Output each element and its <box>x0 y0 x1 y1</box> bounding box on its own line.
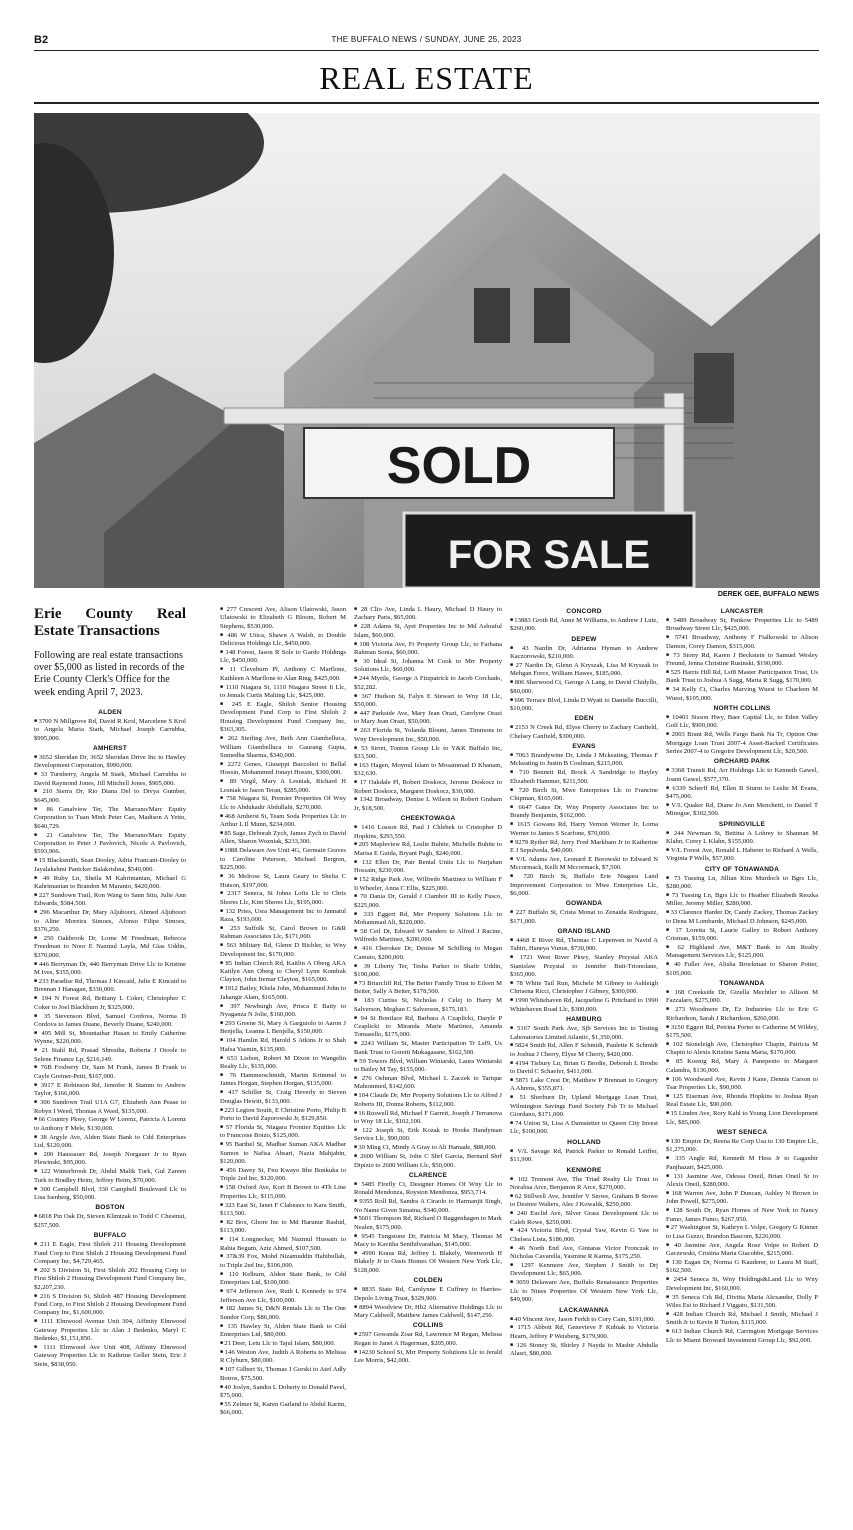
transactions-columns <box>34 606 819 1526</box>
transaction-entry: ■ 135 Hawley St, Alden State Bank to Cdd Enterprises Ltd, $80,000. <box>220 1323 346 1340</box>
transaction-entry: ■ 46 North End Ave, Gintaras Victor Fronczak to Nicholas Cavarella, Yasmine R Karma, $175,250. <box>510 1245 658 1262</box>
transaction-entry: ■ 720 Birch St, Mwe Enterprises Llc to Francine Chipman, $165,000. <box>510 787 658 804</box>
transaction-entry: ■ 333 Eggert Rd, Mrr Property Solutions Llc to Mohammad Ali, $220,000. <box>354 911 502 928</box>
transaction-entry: ■ 1990 Whitehaven Rd, Jacqueline G Pritchard to 1990 Whitehaven Road Llc, $300,000. <box>510 997 658 1014</box>
transaction-entry: ■ 183 Curtiss St, Nicholas J Celej to Harry M Salverson, Meghan C Salverson, $175,183. <box>354 997 502 1014</box>
transaction-entry: ■ 21 Deer, Letu Llc to Tajul Islam, $80,000. <box>220 1340 346 1348</box>
town-heading: LANCASTER <box>720 608 764 615</box>
photo-illustration <box>34 113 820 588</box>
transaction-entry: ■ 296 Macarthur Dr, Mary Aljuboori, Ahmed Aljuboori to Aline Moreira Simoes, Afonso Filipe Simoes, $376,250. <box>34 909 186 934</box>
transaction-entry: ■ 216 S Division St, Shiloh 487 Housing Development Fund Corp, to First Shiloh 2 Housing Development Fund Company Inc, $1,600,000. <box>34 1293 186 1318</box>
intro-title: Erie County Real Estate Transactions <box>34 606 186 639</box>
transaction-entry: ■ 104 Claude Dr, Mrr Property Solutions Llc to Alfred J Roberts III, Donna Roberts, $112,000. <box>354 1092 502 1109</box>
transaction-entry: ■ 59 Towers Blvd, William Winiarski, Laura Winiarski to Bailey M Tay, $155,000. <box>354 1058 502 1075</box>
transaction-entry: ■ 122 Joseph St, Erik Kozak to Hooks Handyman Service Llc, $90,000. <box>354 1127 502 1144</box>
transaction-entry: ■ 28 Clio Ave, Linda L Haury, Michael D Haury to Zachary Paris, $65,000. <box>354 606 502 623</box>
transaction-entry: ■ 152 Ridge Park Ave, Wilfredo Martinez to William F Ii Wheeler, Anna C Ellis, $225,000. <box>354 876 502 893</box>
transaction-entry: ■ 245 E Eagle, Shiloh Senior Housing Development Fund Corp to First Shiloh 2 Housing Development Fund Company Inc, $363,305. <box>220 701 346 735</box>
town-heading: COLLINS <box>412 1322 444 1330</box>
transaction-entry: ■ 13883 Groth Rd, Anne M Williams, to Andrew J Lutz, $260,000. <box>510 617 658 634</box>
transaction-entry: ■ V/L Forest Ave, Ronald L Haberer to Richard A Wells, Virginia P Wells, $57,000. <box>666 847 818 864</box>
transaction-entry: ■ 33 Clarence Harder Dr, Candy Zackey, Thomas Zackey to Dena M Lombardo, Michael D Johnson, $245,000. <box>666 909 818 926</box>
transaction-entry: ■ 5489 Broadway St, Pankow Properties Llc to 5489 Broadway Street Llc, $425,000. <box>666 617 818 634</box>
transaction-entry: ■ 397 Newburgh Ave, Prisca E Baity to Nyaganza N Jolie, $160,000. <box>220 1003 346 1020</box>
transaction-entry: ■ 1615 Gowans Rd, Harry Vernon Werner Jr, Lorna Werner to James S Scarfone, $70,000. <box>510 821 658 838</box>
sold-sign-photo <box>34 113 820 588</box>
transaction-entry: ■ 758 Niagara St, Premier Properties Of Wny Llc to Abdukadir Abdullahi, $270,000. <box>220 795 346 812</box>
transaction-entry: ■ 85 Sage, Deborah Zych, James Zych to David Allen, Sharon Wozniak, $233,300. <box>220 830 346 847</box>
column-4 <box>510 606 658 1526</box>
transaction-entry: ■ 15 Linden Ave, Rory Kahl to Young Lion Development Llc, $85,000. <box>666 1110 818 1127</box>
transaction-entry: ■ 131 Jasmine Ave, Odessa Oneil, Brian Oneil Sr to Alexis Oneil, $280,000. <box>666 1173 818 1190</box>
transaction-entry: ■ 233 Paradise Rd, Thomas J Kincaid, Julie E Kincaid to Brennan J Hanagan, $330,000. <box>34 978 186 995</box>
title-rule <box>34 102 819 104</box>
transaction-entry: ■ 21 Stahl Rd, Prasad Shrestha, Roberta J Otoole to Selene Finance Lp, $216,149. <box>34 1047 186 1064</box>
transaction-entry: ■ 417 Schiller St, Craig Heverly to Steven Douglas Hewitt, $133,000. <box>220 1089 346 1106</box>
town-heading: GRAND ISLAND <box>557 928 611 936</box>
town-heading: TONAWANDA <box>719 980 765 988</box>
transaction-entry: ■ 16 Roswell Rd, Michael F Garrett, Joseph J Terranova to Wny 18 Llc, $102,100. <box>354 1110 502 1127</box>
page-header <box>34 34 819 48</box>
transaction-entry: ■ 1912 Bailey, Khela John, Mohammed John to Jahangir Alam, $165,000. <box>220 985 346 1002</box>
transaction-entry: ■ 202 S Division St, First Shiloh 202 Housing Corp to First Shiloh 2 Housing Development Fund Company Inc, $2,207,230. <box>34 1267 186 1292</box>
town-heading: CLARENCE <box>408 1171 448 1179</box>
transaction-entry: ■ 36 Melrose St, Laura Geary to Shelia C Hutson, $197,000. <box>220 873 346 890</box>
transaction-entry: ■ 114 Longnecker, Md Nazmul Hussain to Rabia Begum, Aziz Ahmed, $107,500. <box>220 1236 346 1253</box>
transaction-entry: ■ 35 Stevenson Blvd, Samuel Cordova, Norma D Cordova to James Duane, Beverly Duane, $240,000. <box>34 1013 186 1030</box>
transaction-entry: ■ 6818 Pin Oak Dr, Steven Klimtzak to Todd C Chestnut, $257,500. <box>34 1213 186 1230</box>
transaction-entry: ■ 446 Berryman Dr, 446 Berryman Drive Llc to Kristine M Ives, $355,000. <box>34 961 186 978</box>
photo-credit: DEREK GEE, BUFFALO NEWS <box>717 591 819 598</box>
page-number: B2 <box>34 34 49 46</box>
transaction-entry: ■ 525 Harris Hill Rd, Lsf8 Master Participation Trust, Us Bank Trust to Joshua A Sugg, Maria R Sugg, $170,000. <box>666 669 818 686</box>
transaction-entry: ■ 76 Hammerschmidt, Martin Krimmel to James Horgan, Stephen Horgan, $135,000. <box>220 1072 346 1089</box>
transaction-entry: ■ 228 Adams St, Ayet Properties Inc to Md Ashraful Islam, $60,000. <box>354 623 502 640</box>
transaction-entry: ■ 40 Vincent Ave, Jason Ferkh to Cory Cain, $191,000. <box>510 1316 658 1324</box>
transaction-entry: ■ 205 Mapleview Rd, Leslie Buhite, Michelle Buhite to Marisa E Guida, Bryant Pugh, $240,000. <box>354 841 502 858</box>
transaction-entry: ■ 3917 E Robinson Rd, Jennifer R Stamm to Andrew Taylor, $166,000. <box>34 1082 186 1099</box>
transaction-entry: ■ 244 Newman St, Bettina A Lohrey to Shannan M Klahn, Corey L Klahn, $155,000. <box>666 830 818 847</box>
transaction-entry: ■ 110 Kelburn, Alden State Bank, to Cdd Enterprises Ltd, $100,000. <box>220 1271 346 1288</box>
transaction-entry: ■ 182 James St, D&N Rentals Llc to The One Sundor Corp, $86,000. <box>220 1305 346 1322</box>
transaction-entry: ■ 1110 Niagara St, 1110 Niagara Street Ii Llc, to Jemals Curtis Malting Llc, $425,000. <box>220 684 346 701</box>
transaction-entry: ■ 3652 Sheridan Dr, 3652 Sheridan Drive Inc to Hawley Development Corporation, $990,000. <box>34 754 186 771</box>
transaction-entry: ■ 5824 Smith Rd, Allen F Schmidt, Paulette K Schmidt to Joshua J Cherry, Elyse M Cherry, $420,000. <box>510 1042 658 1059</box>
transaction-entry: ■ 89 Virgil, Mary A Lesniak, Richard H Lesniak to Jason Teran, $285,000. <box>220 778 346 795</box>
transaction-entry: ■ 1416 Losson Rd, Paul J Chlebek to Cristopher D Hopkins, $293,550. <box>354 824 502 841</box>
transaction-entry: ■ 2272 Genes, Giuseppi Buccoleri to Bellal Hossin, Mohammed Jonayt Hossin, $300,000. <box>220 761 346 778</box>
transaction-entry: ■ 14230 School St, Mrr Property Solutions Llc to Jerald Lee Morris, $42,000. <box>354 1349 502 1366</box>
transaction-entry: ■ 4468 E River Rd, Thomas C Lepenven to Navid A Tahiri, Haneya Vunus, $730,000. <box>510 937 658 954</box>
transaction-entry: ■ 293 Greene St, Mary A Garguiolo to Aaron J Benjella, Leanna L Benjella, $150,000. <box>220 1020 346 1037</box>
transaction-entry: ■ 223 Legion South, E Christine Porto, Philip B Porto to David Zaporowski Jr, $129,850. <box>220 1107 346 1124</box>
transaction-entry: ■ 2597 Gowanda Zoar Rd, Lawrence M Regan, Melissa Regan to Janet A Hagerman, $205,000. <box>354 1331 502 1348</box>
transaction-entry: ■ 53 Sirret, Tonton Group Llc to Y&K Buffalo Inc, $33,500. <box>354 745 502 762</box>
transaction-entry: ■ 74 Union St, Lisa A Damstetter to Queen City Invest Llc, $100,000. <box>510 1120 658 1137</box>
town-heading: SPRINGVILLE <box>718 820 766 828</box>
town-heading: NORTH COLLINS <box>713 704 771 712</box>
town-heading: EVANS <box>572 743 596 751</box>
transaction-entry: ■ 86 Canalview Ter, The Marrano/Marc Equity Corporation to Tuan Minh Peter Cao, Madison A Yetto, $640,729. <box>34 806 186 831</box>
transaction-entry: ■ 456 Davey St, Fnu Kwayo Ithe Bonkuka to Triple 2ed Inc, $120,000. <box>220 1167 346 1184</box>
transaction-entry: ■ 51 Sherburn Dr, Upland Mortgage Loan Trust, Wilmington Savings Fund Society Fsb Tr to Michael Giordano, $171,000. <box>510 1094 658 1119</box>
sign-for-sale-text: FOR SALE <box>447 533 651 577</box>
transaction-entry: ■ 720 Birch St, Buffalo Erie Niagara Land Improvement Corporation to Mwe Enterprises Llc, $6,000. <box>510 873 658 898</box>
transaction-entry: ■ 613 Indian Church Rd, Carrington Mortgage Services Llc to Miami Broward Investment Group Llc, $92,000. <box>666 1328 818 1345</box>
transaction-entry: ■ 8894 Woodview Dr, Hb2 Alternative Holdings Llc to Mary Caldwell, Matthew James Caldwell, $147,250. <box>354 1304 502 1321</box>
transaction-entry: ■ 106 Woodward Ave, Kevin J Kane, Dennis Carson to Tsar Properties Llc, $90,000. <box>666 1076 818 1093</box>
transaction-entry: ■ 3059 Delaware Ave, Buffalo Renaissance Properties Llc to Nines Properties Of Western New York Llc, $49,900. <box>510 1279 658 1304</box>
town-heading: COLDEN <box>413 1277 443 1285</box>
column-3 <box>354 606 502 1526</box>
transaction-entry: ■ 130 Eagan Dr, Norma G Kauderer, to Laura M Staff, $162,500. <box>666 1259 818 1276</box>
town-heading: GOWANDA <box>565 900 603 908</box>
transaction-entry: ■ 85 Koenig Rd, Mary A Panepento to Margaret Calandra, $136,000. <box>666 1058 818 1075</box>
transaction-entry: ■ 130 Empire Dr, Reena Re Corp Usa to 130 Empire Llc, $1,275,000. <box>666 1138 818 1155</box>
transaction-entry: ■ 974 Jefferson Ave, Ruth L Kennedy to 974 Jefferson Ave Llc, $100,000. <box>220 1288 346 1305</box>
transaction-entry: ■ 253 Suffolk St, Carol Brown to G&R Rahman Associates Llc, $171,000. <box>220 925 346 942</box>
transaction-entry: ■ 6339 Scherff Rd, Ellen B Sturm to Leslie M Evans, $475,000. <box>666 785 818 802</box>
town-heading: CHEEKTOWAGA <box>400 815 456 823</box>
transaction-entry: ■ 1111 Elmwood Avenue Unit 304, Affinity Elmwood Gateway Properties Llc to Alan J Bedenko, Maryl C Bedenko, $1,151,850. <box>34 1318 186 1343</box>
transaction-entry: ■ 9545 Tungstone Dr, Patricia M Macy, Thomas M Macy to Kavitha Senthilvarathan, $145,000. <box>354 1233 502 1250</box>
town-heading: ORCHARD PARK <box>713 758 771 766</box>
transaction-entry: ■ 276 Oehman Blvd, Michael L Zaczek to Tarique Mahommed, $142,600. <box>354 1075 502 1092</box>
transaction-entry: ■ 4194 Tisbury Ln, Brian G Brodie, Deborah L Brodie to David C Schaefer, $411,000. <box>510 1060 658 1077</box>
transaction-entry: ■ 76B Foxberry Dr, Sam M Frank, James B Frank to Cayle Greiner-Petti, $167,000. <box>34 1064 186 1081</box>
transaction-entry: ■ 126 Stoney St, Shirley J Nayda to Mashir Abdulla Alasri, $80,000. <box>510 1342 658 1359</box>
transaction-entry: ■ 73 Tussing Ln, Bgrs Llc to Heather Elizabeth Reszka Miller, Jeremy Miller, $280,000. <box>666 892 818 909</box>
transaction-entry: ■ 39 Liberty Ter, Tesha Parker to Shafir Uddin, $190,000. <box>354 963 502 980</box>
transaction-entry: ■ 27 Nardin Dr, Glenn A Kryszak, Lisa M Kryszak to Mehgan Force, William Hawes, $185,000. <box>510 662 658 679</box>
transaction-entry: ■ V/L Quaker Rd, Diane Jo Ann Menchetti, to Daniel T Minogue, $302,500. <box>666 802 818 819</box>
section-title: REAL ESTATE <box>319 60 534 96</box>
transaction-entry: ■ 5485 Firefly Ct, Designer Homes Of Wny Llc to Ronald Mendonza, Royston Mendonza, $953,714. <box>354 1181 502 1198</box>
transaction-entry: ■ V/L Adams Ave, Leonard E Borowski to Edward N Mccormack, Kelli M Mccormack, $7,500. <box>510 856 658 873</box>
transaction-entry: ■ 21 Canalview Ter, The Marrano/Marc Equity Corporation to Peter J Pavlovich, Nicole A Pavlovich, $593,966. <box>34 832 186 857</box>
transaction-entry: ■ 2153 N Creek Rd, Elyse Cherry to Zachary Canfield, Chelsey Canfield, $300,000. <box>510 724 658 741</box>
transaction-entry: ■ 11 Cleveburn Pl, Anthony C Marflone, Kathleen A Marflone to Alan Ring, $425,000. <box>220 666 346 683</box>
transaction-entry: ■ 4990 Kraus Rd, Jeffrey L Blakely, Wentworth H Blakely Jr to Oasis Homes Of Western New York Llc, $128,000. <box>354 1250 502 1275</box>
transaction-entry: ■ 5601 Thompson Rd, Richard O Buggenhagen to Mark Nealen, $175,000. <box>354 1215 502 1232</box>
transaction-entry: ■ 30 Ming Ct, Mindy A Gray to Ali Hamade, $88,000. <box>354 1144 502 1152</box>
transaction-entry: ■ 102 Stoneleigh Ave, Christopher Chapin, Patricia M Chapin to Alexis Kristine Santa Maria, $170,000. <box>666 1041 818 1058</box>
transaction-entry: ■ 38 Argyle Ave, Alden State Bank to Cdd Enterprises Ltd, $120,000. <box>34 1134 186 1151</box>
transaction-entry: ■ 2003 Brant Rd, Wells Fargo Bank Na Tr, Option One Mortgage Loan Trust 2007-4 Asset-Backed Certificates Series 2007-4 to Gregoire Development Llc, $20,500. <box>666 731 818 756</box>
transaction-entry: ■ 57 Florida St, Niagara Frontier Equities Llc to Francoise Boizo, $125,000. <box>220 1124 346 1141</box>
transaction-entry: ■ 30 Ideal St, Johanna M Cook to Mrr Property Solutions Llc, $60,000. <box>354 658 502 675</box>
transaction-entry: ■ 1721 West River Pkwy, Stanley Przystal AKA Stanislaw Przystal to Jennifer Butt-Trionolane, $365,000. <box>510 954 658 979</box>
town-heading: HAMBURG <box>566 1016 602 1024</box>
transaction-entry: ■ 125 Eiseman Ave, Rhonda Hopkins to Joshua Ryan Real Estate Llc, $90,000. <box>666 1093 818 1110</box>
transaction-entry: ■ 227 Sundown Trail, Ron Wang to Sann Situ, Julie Ann Edwards, $384,500. <box>34 892 186 909</box>
transaction-entry: ■ 250 Oakbrook Dr, Lorne M Freedman, Rebecca Freedman to Noor E Nazmul Layla, Md Gias Uddin, $370,000. <box>34 935 186 960</box>
transaction-entry: ■ 35 Seneca Crk Rd, Divitta Maria Alexander, Dolly P Wiles Est to Richard J Viggato, $131,500. <box>666 1294 818 1311</box>
transaction-entry: ■ 696 Terrace Blvd, Linda D Wyatt to Danielle Buccilli, $10,000. <box>510 697 658 714</box>
town-heading: KENMORE <box>566 1166 602 1174</box>
transaction-entry: ■ 168 Creekside Dr, Gizella Mechtler to Allison M Fazzalaro, $275,000. <box>666 989 818 1006</box>
transaction-entry: ■ 428 Indian Church Rd, Michael J Smith, Michael J Smith Jr to Kevin R Turton, $115,000. <box>666 1311 818 1328</box>
transaction-entry: ■ 108 Victoria Ave, Fr Property Group Llc, to Farhana Rahman Sonia, $60,000. <box>354 641 502 658</box>
transaction-entry: ■ 73 Tussing Ln, Jillian Kim Murdoch to Bgrs Llc, $280,000. <box>666 875 818 892</box>
transaction-entry: ■ 3700 N Millgrove Rd, David R Krol, Marcelene S Krol to Angela Maria Stark, Michael Joseph Carrubba, $995,000. <box>34 718 186 743</box>
transaction-entry: ■ 62 Highland Ave, M&T Bank to Am Realty Management Services Llc, $125,000. <box>666 944 818 961</box>
transaction-entry: ■ 148 Forest, Jason R Sole to Gardo Holdings Llc, $450,000. <box>220 649 346 666</box>
transaction-entry: ■ 10401 Sisson Hwy, Baer Capital Llc, to Eden Valley Golf Llc, $900,000. <box>666 714 818 731</box>
transaction-entry: ■ 323 East St, Janet F Clabeaux to Kara Smith, $113,500. <box>220 1202 346 1219</box>
transaction-entry: ■ 211 E Eagle, First Shiloh 211 Housing Development Fund Corp to First Shiloh 2 Housing Development Fund Company Inc, $4,729,465. <box>34 1241 186 1266</box>
transaction-entry: ■ 5741 Broadway, Anthony F Fialkowski to Alison Damon, Corey Damon, $315,000. <box>666 634 818 651</box>
transaction-entry: ■ 132 Ellen Dr, Pair Rental Units Llc to Nurjahan Hossain, $230,000. <box>354 859 502 876</box>
transaction-entry: ■ 2317 Seneca, St Johns Lofts Llc to Chris Shores Llc, Kim Shores Llc, $195,000. <box>220 890 346 907</box>
transaction-entry: ■ 273 Woodmere Dr, Ez Industries Llc to Eric G Richardson, Sarah J Richardson, $260,000. <box>666 1006 818 1023</box>
transaction-entry: ■ 27 Washington St, Kathryn L Volpe, Gregory G Kinner to Lisa Guzzo, Brandon Bascom, $226,000. <box>666 1224 818 1241</box>
town-heading: BOSTON <box>95 1204 125 1212</box>
transaction-entry: ■ 94 St Boniface Rd, Barbara A Czaplicki, Daryle P Czaplicki to Miranda Marie Martinez, Amanda Tomasello, $175,000. <box>354 1015 502 1040</box>
transaction-entry: ■ 73 Briarcliff Rd, The Beiter Family Trust to Eileen M Beiter, Sally A Beiter, $178,500. <box>354 980 502 997</box>
transaction-entry: ■ 40 Jasmine Ave, Angela Rose Volpe to Robert D Gaczewski, Cristina Maria Giacobbe, $215,000. <box>666 1242 818 1259</box>
transaction-entry: ■ 146 Weston Ave, Judith A Roberts to Melissa R Clyburn, $80,000. <box>220 1349 346 1366</box>
transaction-entry: ■ 1715 Abbott Rd, Genevieve F Kubiak to Victoria Hearn, Jeffrey P Weisberg, $179,900. <box>510 1324 658 1341</box>
transaction-entry: ■ 6647 Gates Dr, Wny Property Associates Inc to Brandy Benjamin, $162,000. <box>510 804 658 821</box>
transaction-entry: ■ 9279 Ryther Rd, Jerry Fred Markham Jr to Katherine E J Sepulveda, $40,000. <box>510 839 658 856</box>
transaction-entry: ■ 49 Ruby Ln, Sheila M Kahrimanian, Michael G Kahrimanian to Brandon M Maranto, $420,000. <box>34 875 186 892</box>
transaction-entry: ■ 806 Sherwood Ct, George A Lang, to David Chidyllo, $80,000. <box>510 679 658 696</box>
transaction-entry: ■ 66 Country Pkwy, George W Lorenz, Patricia A Lorenz to Anthony F Mele, $130,000. <box>34 1116 186 1133</box>
transaction-entry: ■ 128 South Dr, Ryan Homes of New York to Nancy Fumo, James Fumo, $267,950. <box>666 1207 818 1224</box>
transaction-entry: ■ 468 Amherst St, Team Soda Properties Llc to Arthur L Il Munn, $234,000. <box>220 813 346 830</box>
transaction-entry: ■ 262 Sterling Ave, Beth Ann Giambelluca, William Giambelluca to Gaurang Gupta, Sumedha Sharma, $340,000. <box>220 735 346 760</box>
transaction-entry: ■ 2454 Seneca St, Wny Holdings&Land Llc to Wny Development Inc, $160,000. <box>666 1276 818 1293</box>
transaction-entry: ■ 5871 Lake Crest Dr, Matthew P Brennan to Gregory A Ahrens, $355,871. <box>510 1077 658 1094</box>
transaction-entry: ■ 1297 Kenmore Ave, Stephen J Smith to Drj Development Llc, $65,000. <box>510 1262 658 1279</box>
transaction-entry: ■ 1342 Broadway, Denise L Wilson to Robert Graham Jr, $18,500. <box>354 796 502 813</box>
transaction-entry: ■ 486 W Utica, Shawn A Walsh, to Double Delicious Holdings Llc, $450,000. <box>220 632 346 649</box>
transaction-entry: ■ 33 Turnberry, Angela M Stark, Michael Carrubba to David Raymond Jones, Jill Mitchell Jones, $905,000. <box>34 771 186 788</box>
town-heading: AMHERST <box>92 744 127 752</box>
town-heading: ALDEN <box>98 708 122 716</box>
transaction-entry: ■ 495 Mill St, Mountathar Hasan to Emily Catherine Wynne, $220,000. <box>34 1030 186 1047</box>
column-2 <box>220 606 346 1526</box>
transaction-entry: ■ 210 Sierra Dr, Rio Diana Del to Divya Gumber, $645,000. <box>34 788 186 805</box>
transaction-entry: ■ 1088 Delaware Ave Unit 4G, Germain Graves to Caroline Peterson, Michael Bergren, $225,000. <box>220 847 346 872</box>
transaction-entry: ■ 17 Oakdale Pl, Robert Doskocz, Jerome Doskocz to Robert Doskocz, Margaret Doskocz, $30,000. <box>354 779 502 796</box>
town-heading: CONCORD <box>566 608 602 615</box>
transaction-entry: ■ 163 Hagen, Moynul Islam to Mosammad D Khanam, $32,630. <box>354 762 502 779</box>
transaction-entry: ■ 447 Parkside Ave, Mary Jean Orazi, Carolyne Orazi to Mary Jean Orazi, $50,000. <box>354 710 502 727</box>
transaction-entry: ■ 194 N Forest Rd, Brittany L Coker, Christopher C Coker to Joel Blackburn Jr, $325,000. <box>34 995 186 1012</box>
transaction-entry: ■ 122 Winterbrook Dr, Abdul Malik Turk, Gul Zareen Turk to Bradley Heim, Jeffrey Heim, $70,000. <box>34 1168 186 1185</box>
transaction-entry: ■ 300 Campbell Blvd, 330 Campbell Boulevard Llc to Lisa Isenberg, $50,000. <box>34 1186 186 1203</box>
transaction-entry: ■ 710 Bennett Rd, Brock A Sandridge to Hayley Elizabeth Hammer, $211,500. <box>510 769 658 786</box>
transaction-entry: ■ 244 Myrtle, George A Fitzpatrick to Jacob Corchado, $52,282. <box>354 675 502 692</box>
dateline: THE BUFFALO NEWS / SUNDAY, JUNE 25, 2023 <box>331 35 522 44</box>
transaction-entry: ■ 367 Hudson St, Falyn E Stewart to Wny 18 Llc, $50,000. <box>354 693 502 710</box>
transaction-entry: ■ 55 Zelmer St, Karen Garland to Abdul Karim, $66,000. <box>220 1401 346 1418</box>
transaction-entry: ■ 132 Pries, Usra Management Inc to Jannatul Raza, $193,000. <box>220 908 346 925</box>
transaction-entry: ■ 168 Warren Ave, John P Duncan, Ashley N Brown to John Powell, $275,000. <box>666 1190 818 1207</box>
transaction-entry: ■ 3368 Transit Rd, Arr Holdings Llc to Kenneth Gawel, Joann Gawel, $577,370. <box>666 767 818 784</box>
transaction-entry: ■ 335 Angle Rd, Kenneth M Hess Jr to Gaganbir Panjhazari, $425,000. <box>666 1155 818 1172</box>
intro-text: Following are real estate transactions over $5,000 as listed in records of the Erie County Clerk's Office for the week ending April 7, 2023. <box>34 650 185 698</box>
transaction-entry: ■ 17 Loretta St, Laurie Galley to Robert Anthony Crisman, $159,000. <box>666 927 818 944</box>
column-5 <box>666 606 818 1526</box>
transaction-entry: ■ 7063 Brandywine Dr, Linda J Mckeating, Thomas F Mckeating to Justin B Coulman, $215,000. <box>510 752 658 769</box>
town-heading: EDEN <box>574 715 594 723</box>
transaction-entry: ■ 653 Lisbon, Robert M Dixon to Wangelin Realty Llc, $135,000. <box>220 1055 346 1072</box>
transaction-entry: ■ 40 Fuller Ave, Alisha Brockman to Sharon Potter, $105,000. <box>666 961 818 978</box>
transaction-entry: ■ 158 Oxford Ave, Kori B Brown to 4Th Line Properties Llc, $115,000. <box>220 1184 346 1201</box>
town-heading: HOLLAND <box>567 1138 601 1146</box>
transaction-entry: ■ 107 Gilbert St, Thomas J Gorski to Atef Adly Botros, $75,500. <box>220 1366 346 1383</box>
transaction-entry: ■ 62 Stillwell Ave, Jennifer V Stowe, Graham B Stowe to Desiree Walters, Alec J Kowalik, $250,000. <box>510 1193 658 1210</box>
transaction-entry: ■ 263 Florida St, Yolanda Blount, James Timmons to Wny Development Inc, $50,000. <box>354 727 502 744</box>
transaction-entry: ■ 5167 South Park Ave, Sjb Services Inc to Testing Laboratories Limited Atlantic, $1,350,000. <box>510 1025 658 1042</box>
sign-sold-text: SOLD <box>386 437 532 495</box>
transaction-entry: ■ 102 Tremont Ave, The Triad Realty Llc Trust to Noralisa Arce, Benjamin R Arce, $270,000. <box>510 1176 658 1193</box>
transaction-entry: ■ 43 Nardin Dr, Adrianna Hyman to Andrew Kaczorowski, $210,000. <box>510 645 658 662</box>
transaction-entry: ■ 85 Indian Church Rd, Kaitlin A Oberg AKA Kaitlyn Ann Oberg to Cheryl Lynn Kondrak Clayton, John Iremar Clayton, $165,000. <box>220 960 346 985</box>
transaction-entry: ■ 73 Stony Rd, Karen J Beckstein to Samuel Wesley Freund, Jenna Christine Rusinski, $190,000. <box>666 652 818 669</box>
transaction-entry: ■ 3150 Eggert Rd, Petrina Porter to Catherine M Wildey, $175,500. <box>666 1024 818 1041</box>
transaction-entry: ■ 104 Hamlin Rd, Harold S Atkins Jr to Shah Hafsa Yasmin, $135,000. <box>220 1037 346 1054</box>
town-heading: WEST SENECA <box>716 1128 768 1136</box>
transaction-entry: ■ 58 Ceil Dr, Edward W Sanders to Alfred J Racine, Wilfredo Martinez, $200,000. <box>354 928 502 945</box>
town-heading: LACKAWANNA <box>559 1306 609 1314</box>
transaction-entry: ■ 8835 State Rd, Carolynne E Cuffney to Harries-Depolo Living Trust, $329,900. <box>354 1286 502 1303</box>
transaction-entry: ■ 416 Cherokee Dr, Denise M Schilling to Megan Camuto, $200,000. <box>354 945 502 962</box>
transaction-entry: ■ 424 Victoria Blvd, Crystal Yaw, Kevin G Yaw to Chelsea Lista, $186,000. <box>510 1227 658 1244</box>
transaction-entry: ■ 15 Blacksmith, Sean Dooley, Adria Francani-Dooley to Jayalakshmi Panicker Balakrishna, $540,000. <box>34 857 186 874</box>
transaction-entry: ■ 70 Dania Dr, Gerald J Ciambor III to Kelly Fusco, $225,000. <box>354 893 502 910</box>
transaction-entry: ■ 34 Kelly Ct, Charles Marving Wuest to Charleen M Wuest, $105,000. <box>666 686 818 703</box>
header-rule <box>34 50 819 51</box>
transaction-entry: ■ 306 Sundown Trail U1A G7, Elizabeth Ann Pease to Robyn I Weed, Thomas A Weed, $135,000. <box>34 1099 186 1116</box>
town-heading: BUFFALO <box>93 1232 127 1240</box>
transaction-entry: ■ 200 Haussauer Rd, Joseph Norgauer Jr to Ryan Plewinski, $95,000. <box>34 1151 186 1168</box>
transaction-entry: ■ 2243 William St, Master Participation Tr Lsf9, Us Bank Trust to Goretti Mukagasane, $162,500. <box>354 1040 502 1057</box>
transaction-entry: ■ 78 White Tail Run, Michele M Gibney to Ashleigh Chrisena Ricci, Christopher J Gibney, $300,000. <box>510 980 658 997</box>
column-1 <box>34 606 186 1526</box>
transaction-entry: ■ 277 Crescent Ave, Alison Ulatowski, Jason Ulatowski to Elizabeth G Bloom, Robert M Stephens, $530,000. <box>220 606 346 631</box>
transaction-entry: ■ 95 Barthel St, Madbar Suman AKA Madbar Sumon to Nafisa Absari, Nazia Mahjabin, $120,000. <box>220 1141 346 1166</box>
town-heading: CITY OF TONAWANDA <box>704 865 780 873</box>
transaction-entry: ■ 40 Joslyn, Sandra L Doherty to Donald Pavel, $75,000. <box>220 1384 346 1401</box>
transaction-entry: ■ 563 Military Rd, Glenn D Bichler, to Wny Development Inc, $170,000. <box>220 942 346 959</box>
town-heading: DEPEW <box>571 635 597 643</box>
transaction-entry: ■ 2600 William St, John C Shrf Garcia, Bernard Shrf Dipizio to 2600 William Llc, $50,000. <box>354 1153 502 1170</box>
transaction-entry: ■ V/L Savage Rd, Patrick Parker to Ronald Leiffer, $11,900. <box>510 1148 658 1165</box>
transaction-entry: ■ 37&39 Fox, Mohd Nizamuddin Habibullah, to Triple 2ed Inc, $106,000. <box>220 1253 346 1270</box>
transaction-entry: ■ 227 Buffalo St, Crista Monat to Zenaida Rodriguez, $171,000. <box>510 909 658 926</box>
transaction-entry: ■ 240 Euclid Ave, Silver Grass Development Llc to Caleb Rowe, $250,000. <box>510 1210 658 1227</box>
transaction-entry: ■ 1111 Elmwood Ave Unit 408, Affinity Elmwood Gateway Properties Llc to Kathrine Geller Stein, Eric J Stein, $838,950. <box>34 1344 186 1369</box>
transaction-entry: ■ 9355 Roll Rd, Sandra A Ciraolo to Harmanjit Singh, No Name Given Sunaina, $340,000. <box>354 1198 502 1215</box>
transaction-entry: ■ 82 Box, Ghore Inc to Md Harunur Rashid, $113,000. <box>220 1219 346 1236</box>
